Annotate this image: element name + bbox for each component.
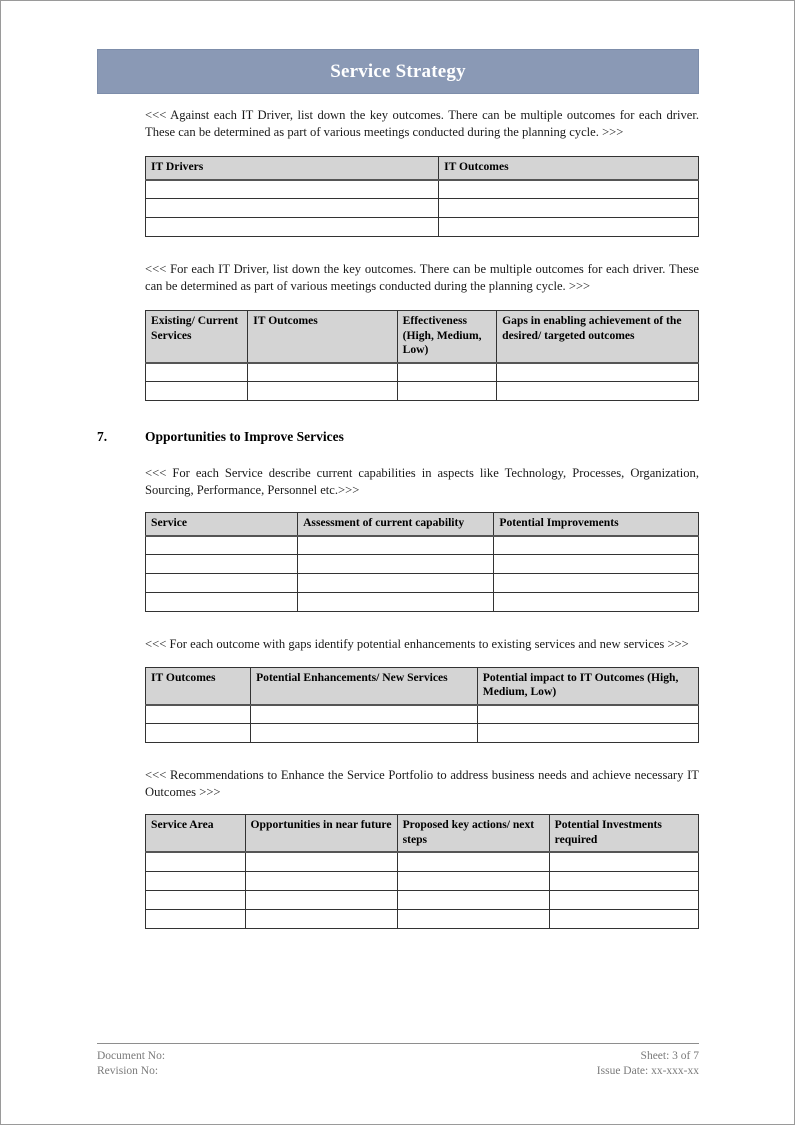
table-cell[interactable] bbox=[397, 909, 549, 928]
table-cell[interactable] bbox=[298, 555, 494, 574]
table-cell[interactable] bbox=[146, 705, 251, 724]
table-body bbox=[146, 363, 699, 401]
table-cell[interactable] bbox=[146, 363, 248, 382]
table-cell[interactable] bbox=[439, 180, 699, 199]
table-cell[interactable] bbox=[146, 199, 439, 218]
table-cell[interactable] bbox=[146, 871, 246, 890]
table-cell[interactable] bbox=[397, 363, 497, 382]
table-cell[interactable] bbox=[248, 382, 397, 401]
table-cell[interactable] bbox=[146, 574, 298, 593]
column-header: Effectiveness (High, Medium, Low) bbox=[397, 311, 497, 363]
column-header: Service Area bbox=[146, 815, 246, 853]
table-row[interactable] bbox=[146, 199, 699, 218]
table-cell[interactable] bbox=[146, 593, 298, 612]
spacer bbox=[97, 294, 699, 310]
column-header: Potential Enhancements/ New Services bbox=[251, 667, 478, 705]
table-row[interactable] bbox=[146, 593, 699, 612]
table-body bbox=[146, 852, 699, 928]
table-body bbox=[146, 180, 699, 237]
column-header: Existing/ Current Services bbox=[146, 311, 248, 363]
header-banner bbox=[97, 49, 699, 94]
table-header-row bbox=[146, 815, 699, 853]
table-cell[interactable] bbox=[245, 871, 397, 890]
column-header: Gaps in enabling achievement of the desired/ targeted outcomes bbox=[497, 311, 699, 363]
table-cell[interactable] bbox=[397, 852, 549, 871]
column-header: Assessment of current capability bbox=[298, 513, 494, 536]
spacer bbox=[97, 743, 699, 767]
column-header: IT Outcomes bbox=[248, 311, 397, 363]
table-cell[interactable] bbox=[251, 705, 478, 724]
table-cell[interactable] bbox=[251, 724, 478, 743]
table-cell[interactable] bbox=[397, 890, 549, 909]
column-header: Potential Investments required bbox=[549, 815, 698, 853]
footer-row-bottom bbox=[97, 1064, 699, 1079]
column-header: Opportunities in near future bbox=[245, 815, 397, 853]
table-row[interactable] bbox=[146, 574, 699, 593]
instruction-note-5: <<< Recommendations to Enhance the Service Portfolio to address business needs and achieve necessary IT Outcomes >>> bbox=[145, 768, 699, 799]
table-row[interactable] bbox=[146, 555, 699, 574]
instruction-note-2: <<< For each IT Driver, list down the key outcomes. There can be multiple outcomes for each driver. These can be determined as part of various meetings conducted during the planning cycle. >>> bbox=[145, 262, 699, 293]
column-header: Proposed key actions/ next steps bbox=[397, 815, 549, 853]
spacer bbox=[97, 445, 699, 465]
table-cell[interactable] bbox=[494, 555, 699, 574]
table-it-drivers-outcomes bbox=[145, 156, 699, 237]
table-cell[interactable] bbox=[245, 890, 397, 909]
table-cell[interactable] bbox=[397, 382, 497, 401]
table-cell[interactable] bbox=[248, 363, 397, 382]
footer-row-top bbox=[97, 1049, 699, 1064]
table-row[interactable] bbox=[146, 724, 699, 743]
table-cell[interactable] bbox=[494, 536, 699, 555]
spacer bbox=[97, 800, 699, 814]
table-body bbox=[146, 536, 699, 612]
table-cell[interactable] bbox=[494, 593, 699, 612]
table-outcomes-enhancements-impact bbox=[145, 667, 699, 744]
column-header: IT Outcomes bbox=[439, 157, 699, 180]
footer-revision-no: Revision No: bbox=[97, 1065, 159, 1077]
table-row[interactable] bbox=[146, 536, 699, 555]
table-cell[interactable] bbox=[146, 909, 246, 928]
table-cell[interactable] bbox=[245, 852, 397, 871]
column-header: Service bbox=[146, 513, 298, 536]
table-body bbox=[146, 705, 699, 743]
spacer bbox=[97, 653, 699, 667]
spacer bbox=[97, 612, 699, 636]
column-header: Potential impact to IT Outcomes (High, Medium, Low) bbox=[477, 667, 698, 705]
section-heading bbox=[97, 429, 699, 445]
table-cell[interactable] bbox=[439, 218, 699, 237]
instruction-note-3: <<< For each Service describe current capabilities in aspects like Technology, Processes, Organization, Sourcing, Performance, Personnel etc.>>> bbox=[145, 466, 699, 497]
table-cell[interactable] bbox=[146, 555, 298, 574]
table-row[interactable] bbox=[146, 871, 699, 890]
table-cell[interactable] bbox=[497, 382, 699, 401]
footer-document-no: Document No: bbox=[97, 1050, 166, 1062]
table-service-capability-improvements bbox=[145, 512, 699, 612]
section-number: 7. bbox=[97, 429, 108, 444]
document-body bbox=[97, 107, 699, 929]
footer-divider bbox=[97, 1043, 699, 1044]
table-header-row bbox=[146, 513, 699, 536]
spacer bbox=[97, 237, 699, 261]
table-cell[interactable] bbox=[245, 909, 397, 928]
table-cell[interactable] bbox=[439, 199, 699, 218]
table-cell[interactable] bbox=[497, 363, 699, 382]
table-row[interactable] bbox=[146, 909, 699, 928]
table-cell[interactable] bbox=[298, 593, 494, 612]
table-header-row bbox=[146, 311, 699, 363]
table-row[interactable] bbox=[146, 218, 699, 237]
table-row[interactable] bbox=[146, 180, 699, 199]
spacer bbox=[97, 401, 699, 429]
table-cell[interactable] bbox=[549, 909, 698, 928]
column-header: Potential Improvements bbox=[494, 513, 699, 536]
table-header-row bbox=[146, 157, 699, 180]
section-title: Opportunities to Improve Services bbox=[145, 429, 344, 444]
table-cell[interactable] bbox=[146, 890, 246, 909]
table-row[interactable] bbox=[146, 890, 699, 909]
instruction-note-4: <<< For each outcome with gaps identify potential enhancements to existing services and new services >>> bbox=[145, 637, 689, 651]
page-title: Service Strategy bbox=[330, 60, 466, 82]
table-cell[interactable] bbox=[146, 852, 246, 871]
footer-issue-date: Issue Date: xx-xxx-xx bbox=[596, 1065, 699, 1077]
instruction-note-1: <<< Against each IT Driver, list down the key outcomes. There can be multiple outcomes for each driver. These can be determined as part of various meetings conducted during the planning cycle. >>> bbox=[145, 108, 699, 139]
table-row[interactable] bbox=[146, 382, 699, 401]
column-header: IT Outcomes bbox=[146, 667, 251, 705]
page-footer bbox=[97, 1043, 699, 1079]
table-cell[interactable] bbox=[146, 218, 439, 237]
table-cell[interactable] bbox=[549, 852, 698, 871]
column-header: IT Drivers bbox=[146, 157, 439, 180]
table-cell[interactable] bbox=[146, 382, 248, 401]
spacer bbox=[97, 498, 699, 512]
table-cell[interactable] bbox=[146, 180, 439, 199]
table-cell[interactable] bbox=[146, 536, 298, 555]
footer-sheet-number: Sheet: 3 of 7 bbox=[640, 1050, 699, 1062]
table-cell[interactable] bbox=[298, 536, 494, 555]
table-services-effectiveness-gaps bbox=[145, 310, 699, 401]
table-cell[interactable] bbox=[549, 871, 698, 890]
table-cell[interactable] bbox=[477, 705, 698, 724]
spacer bbox=[97, 140, 699, 156]
table-row[interactable] bbox=[146, 852, 699, 871]
page-inner bbox=[1, 1, 794, 1124]
table-row[interactable] bbox=[146, 363, 699, 382]
table-service-area-opportunities bbox=[145, 814, 699, 929]
table-cell[interactable] bbox=[477, 724, 698, 743]
table-header-row bbox=[146, 667, 699, 705]
table-cell[interactable] bbox=[397, 871, 549, 890]
table-cell[interactable] bbox=[494, 574, 699, 593]
table-cell[interactable] bbox=[549, 890, 698, 909]
table-cell[interactable] bbox=[298, 574, 494, 593]
table-row[interactable] bbox=[146, 705, 699, 724]
table-cell[interactable] bbox=[146, 724, 251, 743]
